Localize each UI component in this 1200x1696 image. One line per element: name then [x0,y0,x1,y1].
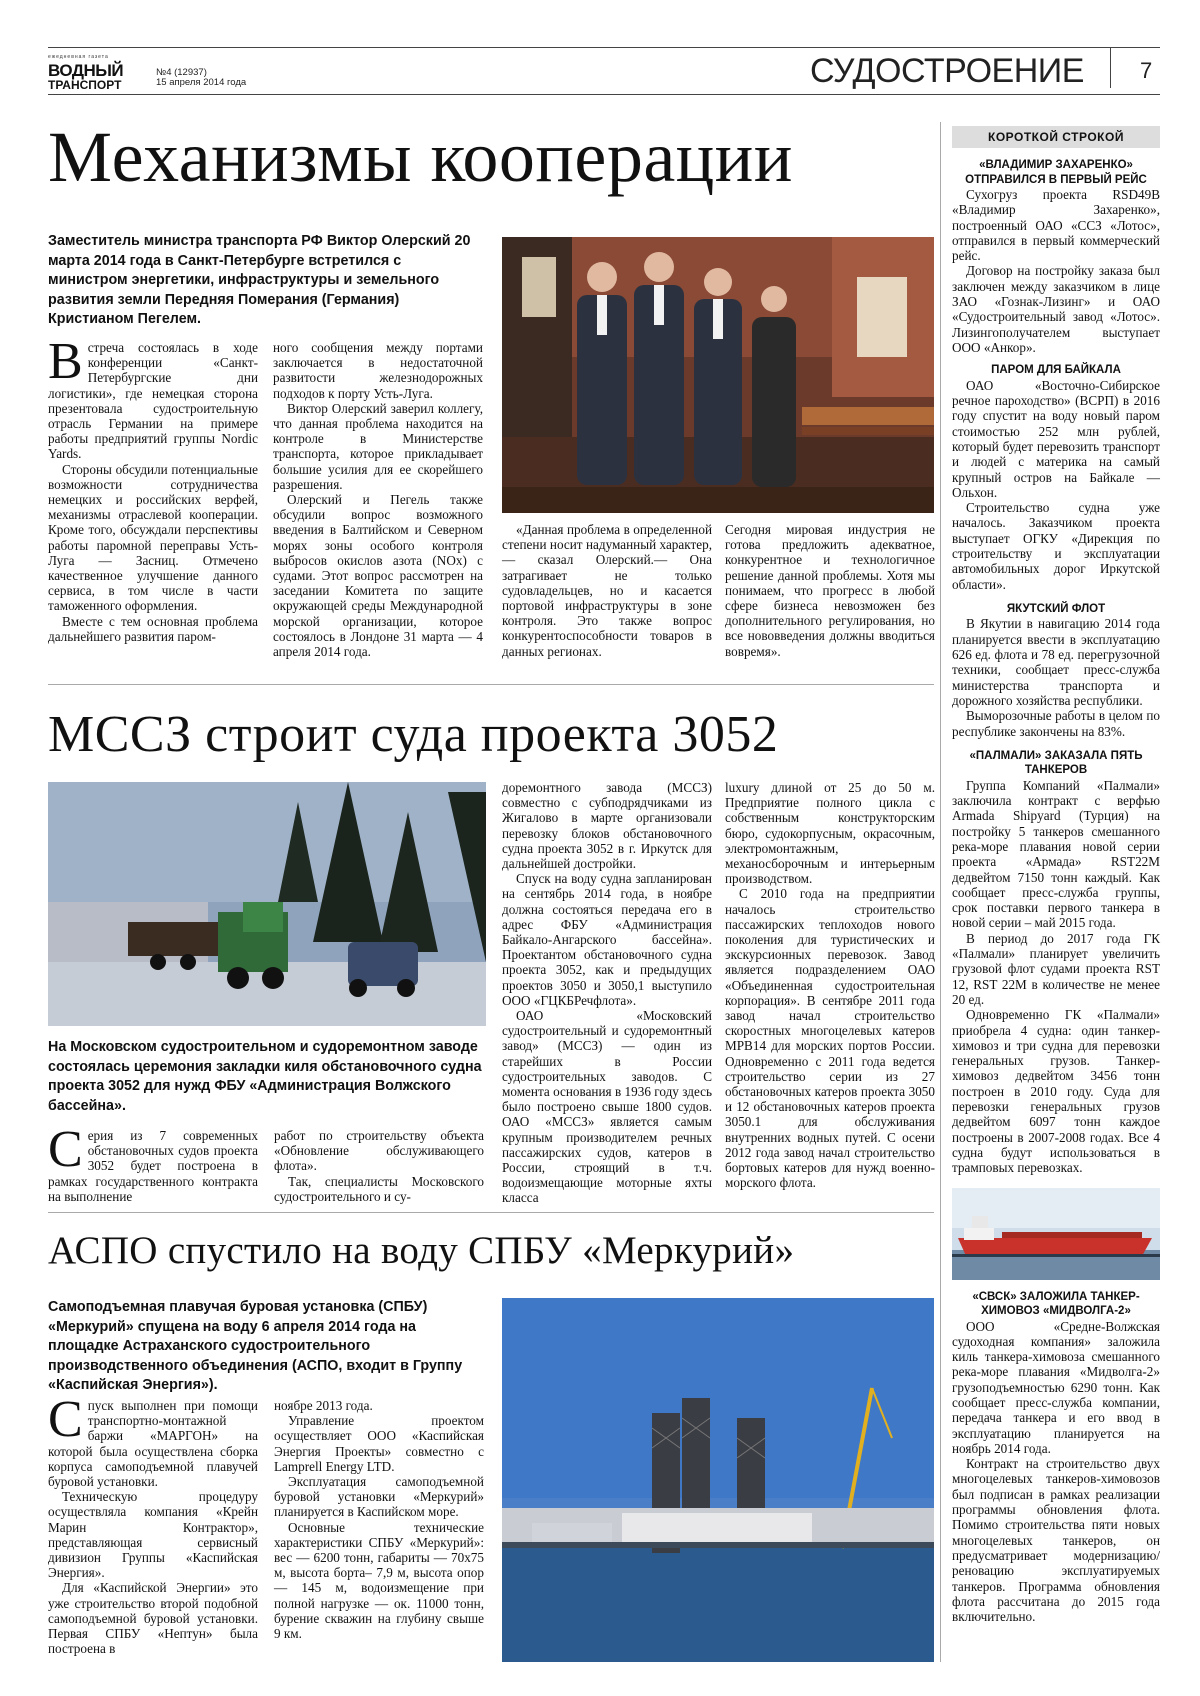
dropcap: В [48,333,83,390]
sidebar-heading: КОРОТКОЙ СТРОКОЙ [952,126,1160,148]
paragraph: ОАО «Московский судостроительный и судоремонтный завод» (МССЗ) — один из старейших в России судостроительных заводов. С момента основания в 1936 году здесь было построено свыше 1800 судов. ОАО «МССЗ» является самым крупным производителем речных пассажирских судов, катеров в России, строящий в т.ч. водоизмещающие моторные яхты класса [502,1008,712,1206]
issue-number: №4 (12937) [156,67,207,78]
sidebar-item [952,602,1160,739]
sidebar [952,126,1160,1624]
sidebar-item-text [952,1319,1160,1625]
paragraph: Основные технические характеристики СПБУ «Меркурий»: вес — 6200 тонн, габариты — 70х75 м, высота борта– 7,9 м, высота опор — 145 м, водоизмещение при полной нагрузке — ок. 11000 тонн, бурение скважин на глубину свыше 9 км. [274,1519,484,1642]
trucks-photo-illustration [48,782,486,1026]
article3-col2 [274,1398,484,1641]
sidebar-item-title: ЯКУТСКИЙ ФЛОТ [1006,602,1106,615]
dropcap: С [48,1391,83,1448]
article2-photo [48,782,486,1026]
paragraph: Контракт на строительство двух многоцелевых танкеров-химовозов был подписан в рамках реализации программы обновления флота. Помимо строительства пяти новых многоцелевых танкеров, он предусматривает модернизацию/реновацию эксплуатируемых танкеров. Программа обновления флота рассчитана до 2015 года включительно. [952,1456,1160,1625]
paragraph: стреча состоялась в ходе конференции «Санкт-Петербургские дни логистики», где немецкая сторона презентовала судостроительную отрасль Германии на примере работы предприятий группы Nordic Yards. [48,340,258,462]
sidebar-item-title: ПАРОМ ДЛЯ БАЙКАЛА [991,364,1121,377]
article2-col4 [725,780,935,1190]
sidebar-item-text [952,187,1160,355]
issue-info [156,68,246,88]
paragraph: В Якутии в навигацию 2014 года планируется ввести в эксплуатацию 626 ед. флота и 78 ед. перегрузочной техники, сообщает пресс-служба министерства транспорта и дорожного хозяйства республики. [952,616,1160,708]
article1-col1 [48,333,258,644]
paragraph: С 2010 года на предприятии началось строительство пассажирских теплоходов нового поколения для туристических и экскурсионных перевозок. Завод является подразделением ОАО «Объединенная судостроительная корпорация». В сентябре 2011 года завод начал строительство скоростных многоцелевых катеров МРВ14 для морских портов России. Одновременно с 2011 года ведется строительство серии из 27 обстановочных катеров проекта 3050 и 12 обстановочных катеров проекта 3050.1 для обслуживания внутренних водных путей. С осени 2012 года завод начал строительство бортовых катеров для нужд военно-морского флота. [725,886,935,1191]
article1-photo [502,237,934,513]
paragraph: Так, специалисты Московского судостроительного и су- [274,1173,484,1204]
sidebar-item-text [952,778,1160,1176]
article3-photo [502,1298,934,1662]
sidebar-item [952,1290,1160,1625]
paragraph: пуск выполнен при помощи транспортно-монтажной баржи «МАРГОН» на которой была осуществлена сборка корпуса самоподъемной плавучей буровой установки. [48,1398,258,1490]
section-title: СУДОСТРОЕНИЕ [810,52,1084,90]
drilling-rig-photo-illustration [502,1298,934,1662]
paragraph: В период до 2017 года ГК «Палмали» планирует увеличить грузовой флот судами проекта RST 12, RST 22M в количестве не менее 20 ед. [952,930,1160,1007]
paragraph: ОАО «Восточно-Сибирское речное пароходство» (ВСРП) в 2016 году спустит на воду новый паром стоимостью 252 млн рублей, который будет перевозить транспорт и людей с материка на самый крупный остров на Байкале — Ольхон. [952,377,1160,500]
sidebar-item [952,749,1160,1176]
article1-title: Механизмы кооперации [48,117,793,197]
paragraph: Спуск на воду судна запланирован на сентябрь 2014 года, в ноябре должна состояться передача его в адрес ФБУ «Администрация Байкало-Ангарского бассейна». Проектантом обстановочного судна проекта 3052, как и предыдущих проектов 3050 и 3050,1 выступило ООО «ГЦКБРечфлота». [502,871,712,1008]
logo-tagline: ежедневная газета [48,54,109,60]
paragraph: Сегодня мировая индустрия не готова предложить адекватное, конкурентное и технологичное решение данной проблемы. Хотя мы понимаем, что прогресс в любой сфере бизнеса невозможен без дополнительного регулирования, но все нововведения должны вводиться вовремя». [725,522,935,659]
paragraph: Техническую процедуру осуществляла компания «Крейн Марин Контрактор», представляющая сервисный дивизион Группы «Каспийская Энергия». [48,1489,258,1581]
page-number: 7 [1140,58,1153,83]
paragraph: Сухогруз проекта RSD49B «Владимир Захаренко», построенный ОАО «ССЗ «Лотос», отправился в первый коммерческий рейс. [952,187,1160,264]
sidebar-item-title: «ВЛАДИМИР ЗАХАРЕНКО» ОТПРАВИЛСЯ В ПЕРВЫЙ РЕЙС [965,159,1147,186]
article2-col2 [274,1128,484,1204]
article2-col3 [502,780,712,1206]
paragraph: Эксплуатация самоподъемной буровой установки «Меркурий» планируется в Каспийском море. [274,1474,484,1520]
paragraph: «Данная проблема в определенной степени носит надуманный характер,— сказал Олерский.— Она затрагивает не только судовладельцев, но и касается портовой инфраструктуры в зоне контроля. Это также вопрос конкурентоспособности товаров в данных регионах. [502,522,712,659]
article1-lead: Заместитель министра транспорта РФ Виктор Олерский 20 марта 2014 года в Санкт-Петербурге встретился с министром энергетики, инфраструктуры и земельного развития земли Передняя Померания (Германия) Кристианом Пегелем. [48,233,471,327]
article2-col1 [48,1121,258,1204]
paragraph: работ по строительству объекта «Обновление обслуживающего флота». [274,1128,484,1174]
article1-col2 [273,340,483,659]
paragraph: ного сообщения между портами заключается в недостаточной развитости железнодорожных подходов к порту Усть-Луга. [273,340,483,401]
paragraph: luxury длиной от 25 до 50 м. Предприятие полного цикла с собственным конструкторским бюро, судокорпусным, окрасочным, электромонтажным, механосборочным и интерьерным производством. [725,780,935,887]
paragraph: Виктор Олерский заверил коллегу, что данная проблема находится на контроле в Министерстве транспорта, которое прикладывает большие усилия для ее скорейшего разрешения. [273,400,483,492]
logo-line-1: ВОДНЫЙ [48,61,124,80]
paragraph: Выморозочные работы в целом по республике закончены на 83%. [952,708,1160,739]
sidebar-item-title: «СВСК» ЗАЛОЖИЛА ТАНКЕР-ХИМОВОЗ «МИДВОЛГА-2» [972,1290,1140,1318]
paragraph: Управление проектом осуществляет ООО «Каспийская Энергия Проекты» совместно с Lamprell Energy LTD. [274,1413,484,1474]
article3-col1 [48,1391,258,1657]
logo-line-2: ТРАНСПОРТ [48,78,122,92]
paragraph: Олерский и Пегель также обсудили вопрос возможного введения в Балтийском и Северном морях зоны особого контроля выбросов окислов азота (NOx) с судами. Этот вопрос рассмотрен на заседании Комитета по защите окружающей среды Международной морской организации, которое состоялось в Лондоне 31 марта — 4 апреля 2014 года. [273,492,483,660]
paragraph: Для «Каспийской Энергии» это уже строительство второй подобной самоподъемной буровой установки. Первая СПБУ «Нептун» была построена в [48,1580,258,1657]
sidebar-item [952,363,1160,592]
paragraph: ООО «Средне-Волжская судоходная компания» заложила киль танкера-химовоза смешанного река-море плавания «Мидволга-2» грузоподъемностью 6290 тонн. Как сообщает пресс-служба компании, передача танкера и его ввод в эксплуатацию планируется на ноябрь 2014 года. [952,1318,1160,1456]
paragraph: Группа Компаний «Палмали» заключила контракт с верфью Armada Shipyard (Турция) на постройку 5 танкеров смешанного река-море плавания новой серии проекта «Армада» RST22M дедвейтом 7150 тонн каждый. Как сообщает пресс-служба группы, срок поставки первого танкера в новой серии – май 2015 года. [952,777,1160,931]
paragraph: Строительство судна уже началось. Заказчиком проекта выступает ОГКУ «Дирекция по строительству и эксплуатации автомобильных дорог Иркутской области». [952,500,1160,592]
officials-photo-illustration [502,237,934,513]
dropcap: С [48,1121,83,1178]
paragraph: ерия из 7 современных обстановочных судов проекта 3052 будет построена в рамках государственного контракта на выполнение [48,1128,258,1204]
article2-title: МССЗ строит суда проекта 3052 [48,706,779,763]
paragraph: Стороны обсудили потенциальные возможности сотрудничества немецких и российских верфей, механизмы отраслевой кооперации. Кроме того, обсуждали перспективы работы паромной переправы Усть-Луга — Засниц. Отмечено качественное улучшение данного сервиса, в том числе в части таможенного оформления. [48,461,258,614]
tanker-photo [952,1188,1160,1280]
sidebar-item-title: «ПАЛМАЛИ» ЗАКАЗАЛА ПЯТЬ ТАНКЕРОВ [969,749,1143,777]
issue-date: 15 апреля 2014 года [156,77,247,88]
sidebar-item [952,158,1160,355]
article3-lead: Самоподъемная плавучая буровая установка (СПБУ) «Меркурий» спущена на воду 6 апреля 2014 года на площадке Астраханского судостроительного производственного объединения (АСПО, входит в Группу «Каспийская Энергия»). [48,1299,463,1393]
tanker-photo-illustration [952,1188,1160,1280]
paragraph: Одновременно ГК «Палмали» приобрела 4 судна: один танкер-химовоз и три судна для перевозки генеральных грузов. Танкер-химовоз дедвейтом 3456 тонн построен в 2010 году. Суда для перевозки генеральных грузов дедвейтом 6097 тонн каждое построены в 2007-2008 годах. Все 4 судна будут использоваться в трамповых перевозках. [952,1007,1160,1176]
paragraph: доремонтного завода (МССЗ) совместно с субподрядчиками из Жигалово в марте организовали перевозку блоков обстановочного судна проекта 3052 в г. Иркутск для дальнейшей достройки. [502,780,712,872]
sidebar-item-text [952,378,1160,592]
article3-title: АСПО спустило на воду СПБУ «Меркурий» [48,1229,795,1272]
paragraph: Договор на постройку заказа был заключен между заказчиком в лице ЗАО «Гознак-Лизинг» и ОАО «Судостроительный завод «Лотос». Лизингополучателем выступает ООО «Анкор». [952,263,1160,355]
paragraph: Вместе с тем основная проблема дальнейшего развития паром- [48,613,258,644]
paragraph: ноябре 2013 года. [274,1398,373,1413]
article1-col4 [725,522,935,659]
sidebar-item-text [952,616,1160,738]
article1-col3 [502,522,712,659]
article2-caption: На Московском судостроительном и судоремонтном заводе состоялась церемония закладки киля обстановочного судна проекта 3052 для нужд ФБУ «Администрация Волжского бассейна». [48,1039,482,1114]
newspaper-logo [48,50,123,92]
